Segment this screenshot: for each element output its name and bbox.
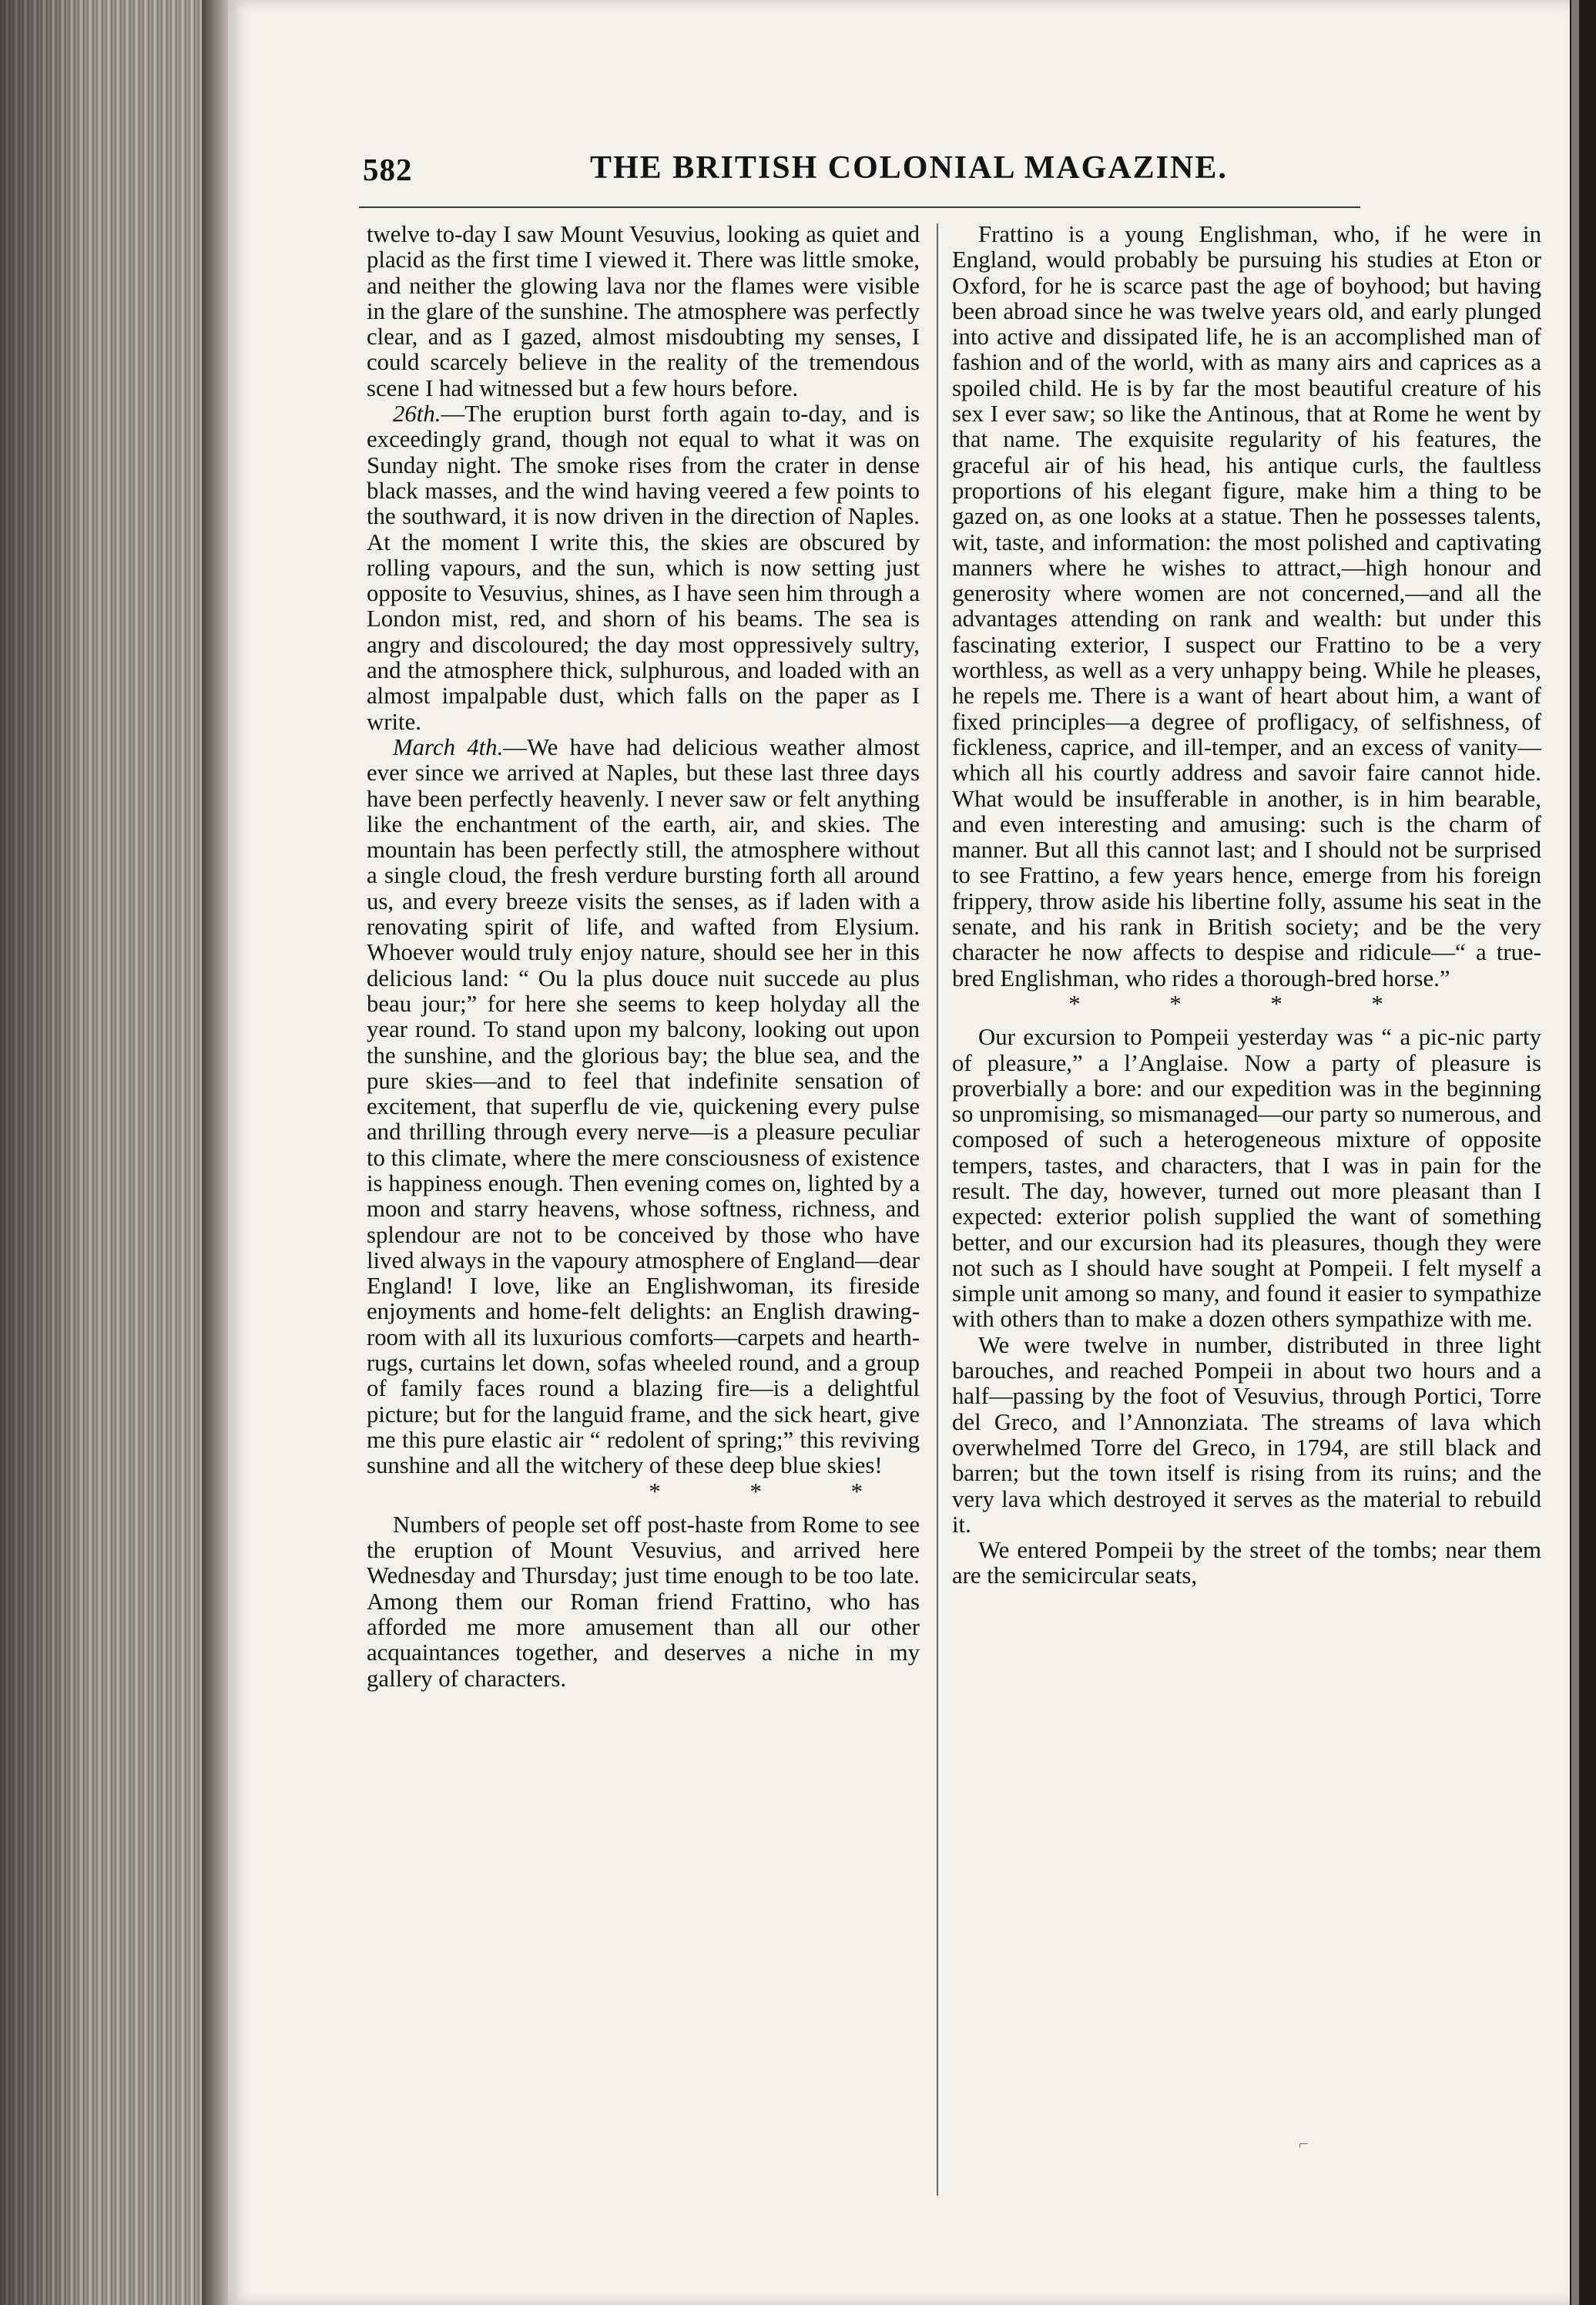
header-rule (359, 206, 1360, 208)
magazine-page (228, 0, 1570, 2305)
column-divider (937, 223, 938, 2196)
paragraph-left-4: Numbers of people set off post-haste from Rome to see the eruption of Mount Vesuvius, and arrived here Wednesday and Thursday; just time enough to be too late. Among them our Roman friend Frattino, who has afforded me more amusement than all our other acquaintances together, and deserves a niche in my gallery of characters. (367, 1511, 920, 1692)
paragraph-right-3: We were twelve in number, distributed in three light barouches, and reached Pompeii in about two hours and a half—passing by the foot of Vesuvius, through Portici, Torre del Greco, and l’Annonziata. The streams of lava which overwhelmed Torre del Greco, in 1794, are still black and barren; but the town itself is rising from its ruins; and the very lava which destroyed it serves as the material to rebuild it. (952, 1331, 1541, 1538)
running-head-title: THE BRITISH COLONIAL MAGAZINE. (590, 150, 1228, 186)
paragraph-left-3 (367, 735, 920, 1479)
paragraph-left-3-text: —We have had delicious weather almost ever since we arrived at Naples, but these last three days have been perfectly heavenly. I never saw or felt anything like the enchantment of the earth, air, and skies. The mountain has been perfectly still, the atmosphere without a single cloud, the fresh verdure bursting forth all around us, and every breeze visits the senses, as if laden with a renovating spirit of life, and wafted from Elysium. Whoever would truly enjoy nature, should see her in this delicious land: “ Ou la plus douce nuit succede au plus beau jour;” for here she seems to keep holyday all the year round. To stand upon my balcony, looking out upon the sunshine, and the glorious bay; the blue sea, and the pure skies—and to feel that indefinite sensation of excitement, that superflu de vie, quickening every pulse and thrilling through every nerve—is a pleasure peculiar to this climate, where the mere consciousness of existence is happiness enough. Then evening comes on, lighted by a moon and starry heavens, whose softness, richness, and splendour are not to be conceived by those who have lived always in the vapoury atmosphere of England—dear England! I love, like an Englishwoman, its fireside enjoyments and home-felt delights: an English drawing-room with all its luxurious comforts—carpets and hearth-rugs, curtains let down, sofas wheeled round, and a group of family faces round a blazing fire—is a delightful picture; but for the languid frame, and the sick heart, give me this pure elastic air “ redolent of spring;” this reviving sunshine and all the witchery of these deep blue skies! (367, 733, 920, 1479)
section-break-stars-left: * * * (649, 1478, 904, 1505)
book-page-edges (0, 0, 217, 2305)
paragraph-right-4: We entered Pompeii by the street of the tombs; near them are the semicircular seats, (952, 1537, 1541, 1589)
right-column (952, 222, 1541, 1589)
entry-date-march-4th: March 4th. (393, 733, 504, 760)
paragraph-right-1: Frattino is a young Englishman, who, if he were in England, would probably be pursuing his studies at Eton or Oxford, for he is scarce past the age of boyhood; but having been abroad since he was twelve years old, and early plunged into active and dissipated life, he is an accomplished man of fashion and of the world, with as many airs and caprices as a spoiled child. He is by far the most beautiful creature of his sex I ever saw; so like the Antinous, that at Rome he went by that name. The exquisite regularity of his features, the graceful air of his head, his antique curls, the faultless proportions of his elegant figure, make him a thing to be gazed on, as one looks at a statue. Then he possesses talents, wit, taste, and information: the most polished and captivating manners where he wishes to attract,—high honour and generosity where women are not concerned,—and all the advantages attending on rank and wealth: but under this fascinating exterior, I suspect our Frattino to be a very worthless, as well as a very unhappy being. While he pleases, he repels me. There is a want of heart about him, a want of fixed principles—a degree of profligacy, of selfishness, of fickleness, caprice, and ill-temper, and an excess of vanity—which all his courtly address and savoir faire cannot hide. What would be insufferable in another, is in him bearable, and even interesting and amusing: such is the charm of manner. But all this cannot last; and I should not be surprised to see Frattino, a few years hence, emerge from his foreign frippery, throw aside his libertine folly, assume his seat in the senate, and his rank in British society; and be the very character he now affects to despise and ridicule—“ a true-bred Englishman, who rides a thorough-bred horse.” (952, 221, 1541, 991)
paragraph-left-2-text: —The eruption burst forth again to-day, and is exceedingly grand, though not equal to what it was on Sunday night. The smoke rises from the crater in dense black masses, and the wind having veered a few points to the southward, it is now driven in the direction of Naples. At the moment I write this, the skies are obscured by rolling vapours, and the sun, which is now setting just opposite to Vesuvius, shines, as I have seen him through a London mist, red, and shorn of his beams. The sea is angry and discoloured; the day most oppressively sultry, and the atmosphere thick, sulphurous, and loaded with an almost impalpable dust, which falls on the paper as I write. (367, 401, 920, 735)
scan-speck: ⌐ (1299, 2134, 1309, 2153)
scan-right-border (1570, 0, 1596, 2305)
paragraph-left-2 (367, 401, 920, 735)
entry-date-26th: 26th. (393, 401, 441, 428)
left-column (367, 222, 920, 1692)
section-break-stars-right: * * * * (1068, 990, 1425, 1017)
page-number: 582 (363, 152, 413, 187)
paragraph-right-2: Our excursion to Pompeii yesterday was “ a pic-nic party of pleasure,” a l’Anglaise. Now a party of pleasure is proverbially a bore: and our expedition was in the beginning so unpromising, so mismanaged—our party so numerous, and composed of such a heterogeneous mixture of opposite tempers, tastes, and characters, that I was in pain for the result. The day, however, turned out more pleasant than I expected: exterior polish supplied the want of something better, and our excursion had its pleasures, though they were not such as I should have sought at Pompeii. I felt myself a simple unit among so many, and found it easier to sympathize with others than to make a dozen others sympathize with me. (952, 1024, 1541, 1333)
paragraph-left-1: twelve to-day I saw Mount Vesuvius, looking as quiet and placid as the first time I viewed it. There was little smoke, and neither the glowing lava nor the flames were visible in the glare of the sunshine. The atmosphere was perfectly clear, and as I gazed, almost misdoubting my senses, I could scarcely believe in the reality of the tremendous scene I had witnessed but a few hours before. (367, 221, 920, 401)
